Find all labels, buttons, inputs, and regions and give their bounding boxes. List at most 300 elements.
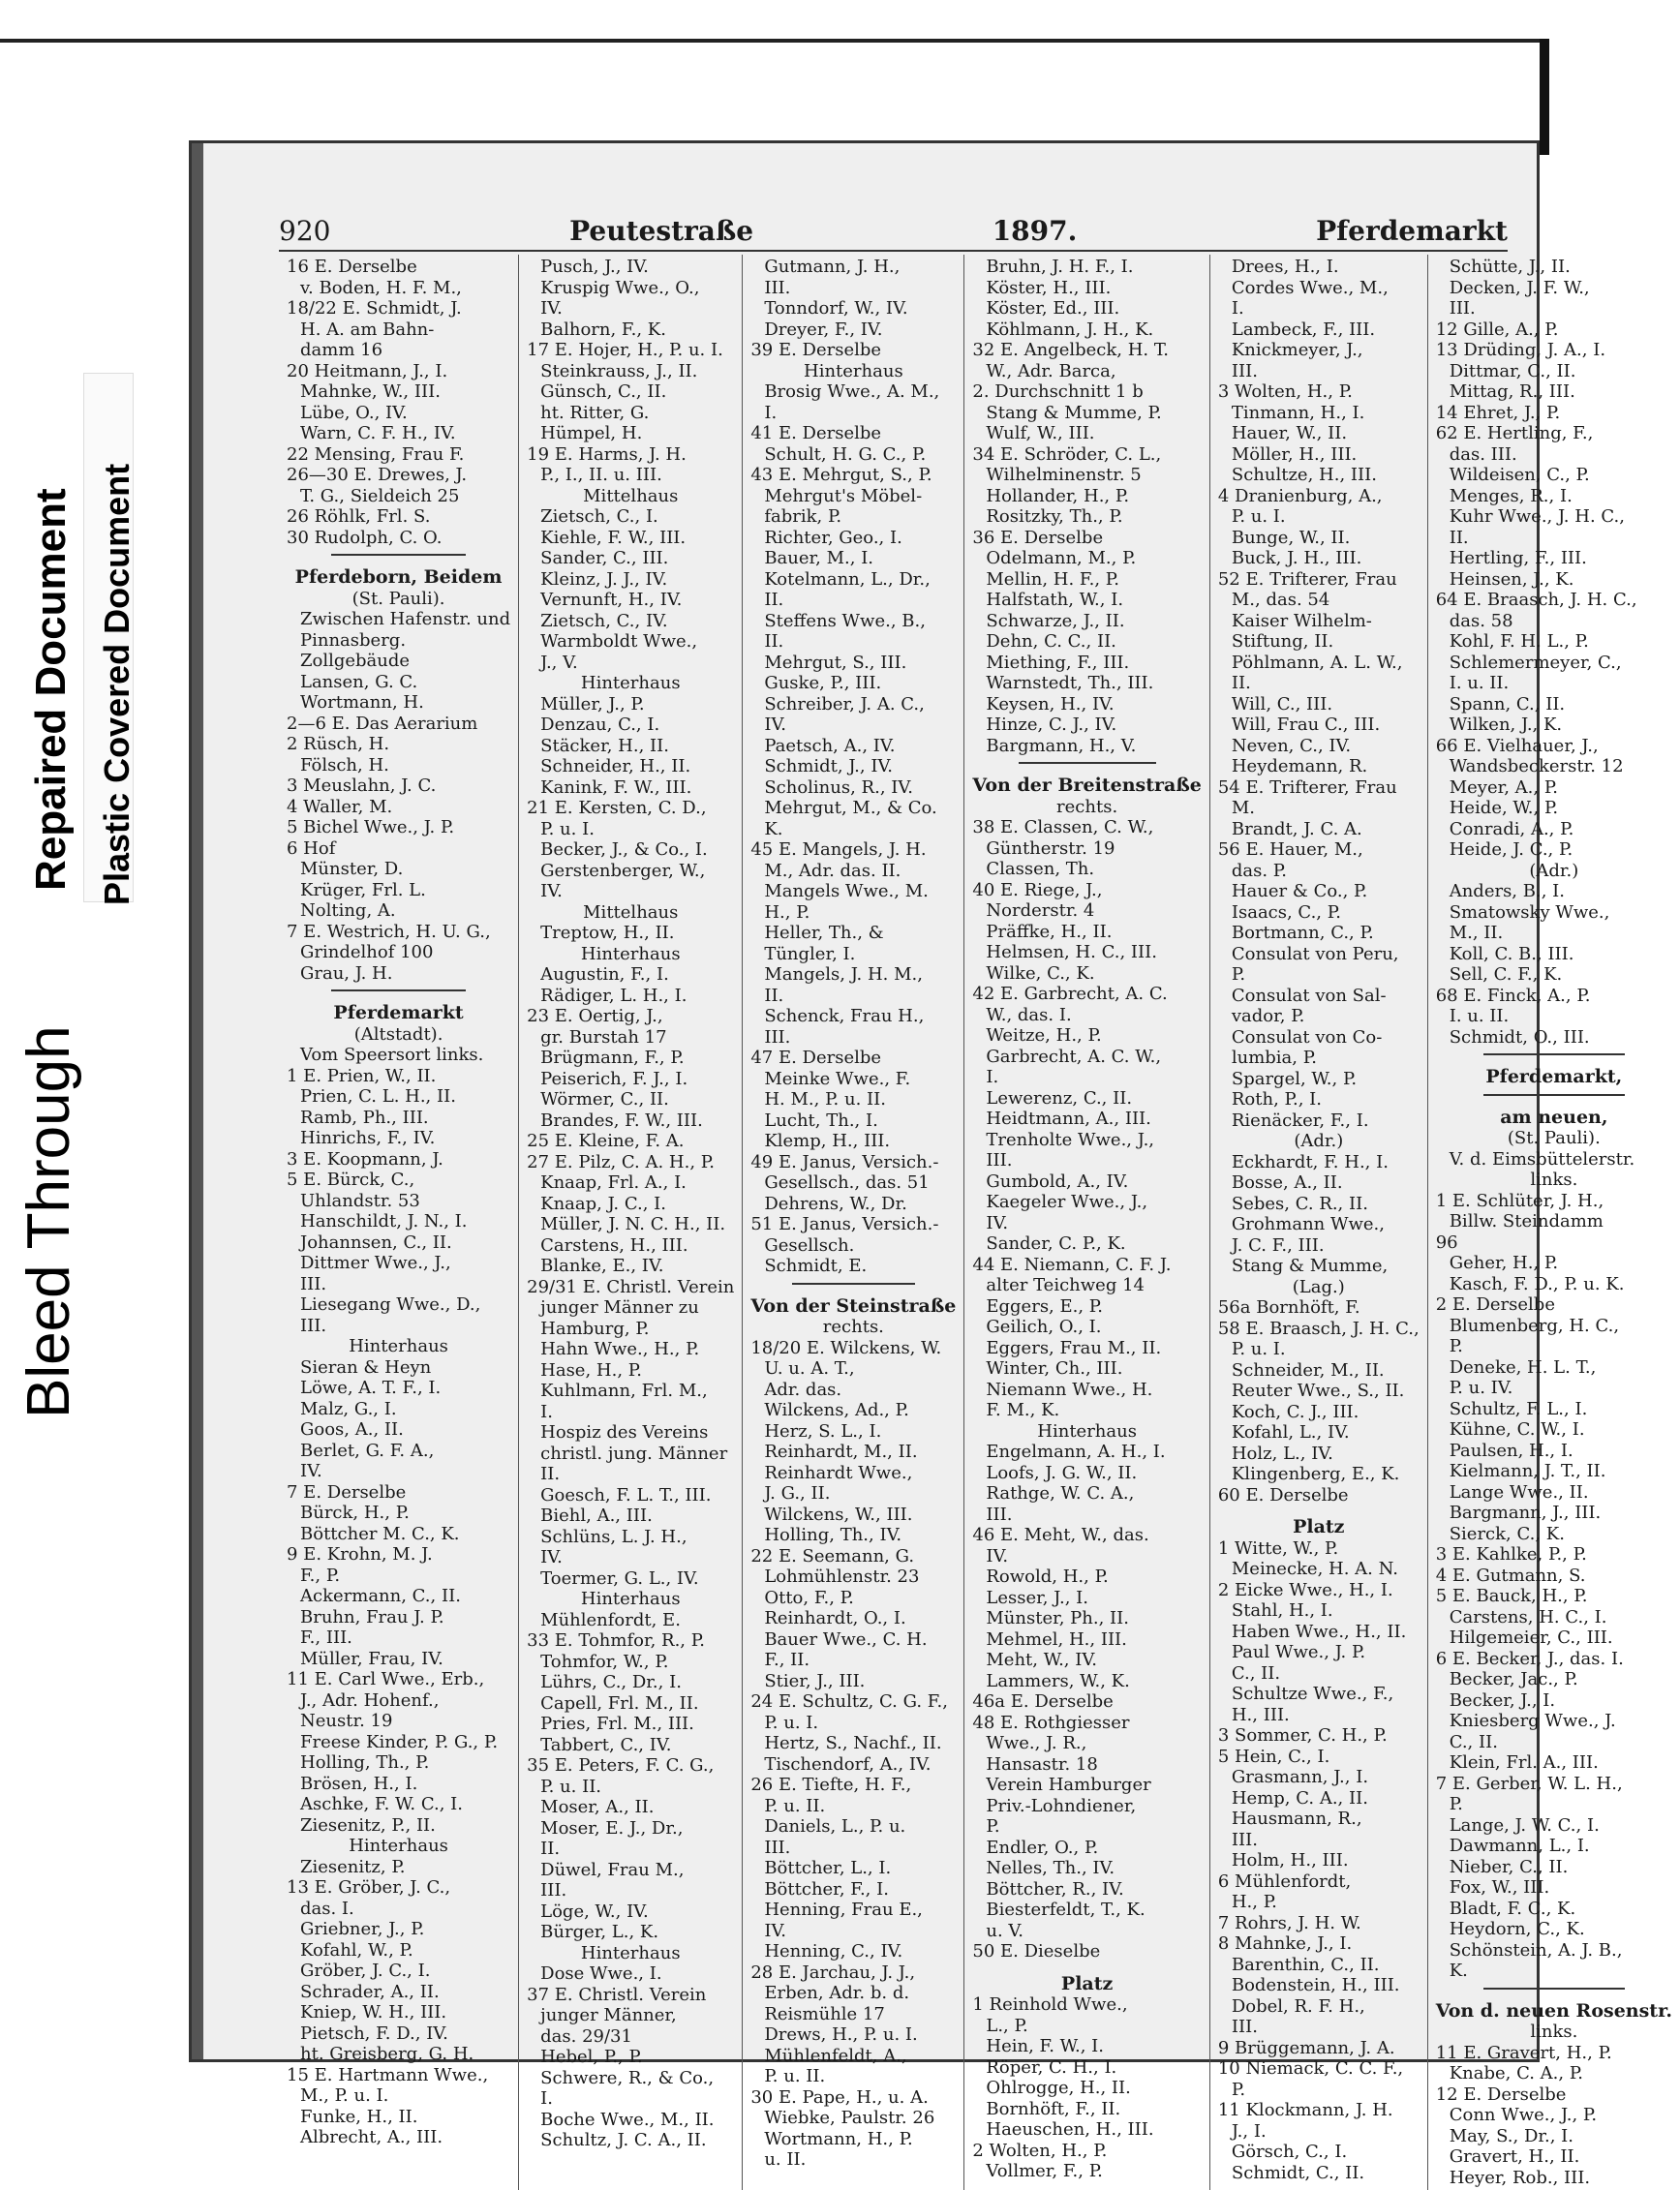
directory-entry: Köster, H., III.	[986, 277, 1112, 298]
directory-entry: Schmidt, J., IV.	[764, 756, 894, 776]
directory-entry: Mehrgut, M., & Co.	[764, 798, 937, 818]
directory-entry: M., II.	[1449, 923, 1504, 943]
directory-entry: Blanke, E., IV.	[540, 1256, 664, 1276]
directory-entry: lumbia, P.	[1231, 1048, 1317, 1068]
directory-entry: 33 E. Tohmfor, R., P.	[527, 1630, 705, 1651]
directory-entry: Bauer Wwe., C. H.	[764, 1628, 928, 1650]
directory-entry: 39 E. Derselbe	[750, 340, 882, 360]
directory-entry: Dobel, R. F. H.,	[1231, 1995, 1365, 2017]
directory-entry: Carstens, H. C., I.	[1449, 1606, 1607, 1627]
directory-entry: Prien, C. L. H., II.	[300, 1086, 456, 1107]
directory-entry: 7 E. Gerber, W. L. H.,	[1435, 1773, 1623, 1794]
directory-entry: Gröber, J. C., I.	[300, 1961, 431, 1981]
directory-entry: F., P.	[300, 1565, 341, 1586]
directory-entry: Malz, G., I.	[300, 1398, 397, 1419]
directory-entry: 25 E. Kleine, F. A.	[527, 1131, 685, 1151]
directory-entry: Lammers, W., K.	[986, 1670, 1130, 1691]
directory-entry: Wilhelminenstr. 5	[986, 465, 1142, 485]
directory-entry: Hinterhaus	[804, 360, 903, 381]
directory-entry: 29/31 E. Christl. Verein	[527, 1276, 735, 1297]
plastic-covered-label: Plastic Covered Document	[97, 463, 137, 905]
directory-entry: 27 E. Pilz, C. A. H., P.	[527, 1151, 715, 1172]
directory-entry: Klingenberg, E., K.	[1231, 1464, 1400, 1484]
directory-entry: Vom Speersort links.	[300, 1045, 484, 1065]
directory-entry: Deneke, H. L. T.,	[1449, 1356, 1597, 1378]
directory-entry: 19 E. Harms, J. H.	[527, 443, 687, 465]
directory-entry: III.	[1231, 2017, 1258, 2037]
directory-entry: Güntherstr. 19	[986, 837, 1115, 859]
directory-entry: 49 E. Janus, Versich.-	[750, 1151, 939, 1172]
directory-entry: Neustr. 19	[300, 1711, 393, 1731]
directory-entry: Berlet, G. F. A.,	[300, 1440, 435, 1461]
directory-entry: Scholinus, R., IV.	[764, 776, 913, 798]
directory-entry: Goos, A., II.	[300, 1419, 404, 1440]
section-rule	[1483, 1094, 1626, 1096]
directory-page	[189, 140, 1672, 2188]
directory-entry: Schwarze, J., II.	[986, 610, 1125, 631]
directory-entry: Kiehle, F. W., III.	[540, 527, 687, 548]
directory-entry: Ziesenitz, P., II.	[300, 1814, 436, 1836]
directory-entry: 22 Mensing, Frau F.	[287, 443, 465, 465]
directory-entry: Von der Steinstraße	[750, 1294, 957, 1317]
directory-entry: (Altstadt).	[353, 1023, 443, 1045]
directory-entry: Barenthin, C., II.	[1231, 1954, 1380, 1975]
directory-entry: Kanink, F. W., III.	[540, 776, 692, 798]
directory-entry: Hemp, C. A., II.	[1231, 1787, 1368, 1809]
directory-entry: F., III.	[300, 1627, 352, 1648]
section-rule	[1483, 1988, 1626, 1990]
directory-entry: das. III.	[1449, 443, 1517, 465]
directory-entry: Zietsch, C., IV.	[540, 610, 668, 631]
directory-entry: 26 E. Tiefte, H. F.,	[750, 1775, 912, 1795]
directory-entry: fabrik, P.	[764, 506, 842, 527]
directory-columns	[279, 255, 1672, 2188]
directory-entry: 38 E. Classen, C. W.,	[972, 817, 1154, 837]
directory-entry: 7 E. Westrich, H. U. G.,	[287, 921, 491, 942]
directory-entry: Köhlmann, J. H., K.	[986, 319, 1154, 340]
directory-entry: Bargmann, J., III.	[1449, 1503, 1602, 1523]
directory-entry: 24 E. Schultz, C. G. F.,	[750, 1691, 948, 1712]
directory-entry: Knaap, Frl. A., I.	[540, 1172, 687, 1193]
directory-entry: 1 E. Schlüter, J. H.,	[1435, 1190, 1604, 1211]
directory-entry: Paulsen, H., I.	[1449, 1440, 1573, 1461]
directory-entry: Pietsch, F. D., IV.	[300, 2023, 448, 2044]
directory-entry: Loofs, J. G. W., II.	[986, 1462, 1138, 1483]
directory-entry: Wandsbeckerstr. 12	[1449, 756, 1624, 776]
directory-entry: 28 E. Jarchau, J. J.,	[750, 1962, 916, 1983]
directory-entry: Norderstr. 4	[986, 900, 1095, 921]
directory-entry: Gutmann, J. H.,	[764, 257, 901, 277]
directory-entry: Heydemann, R.	[1231, 756, 1368, 776]
scan-frame-right	[1540, 39, 1549, 155]
directory-entry: P. u. I.	[1231, 1339, 1286, 1359]
directory-entry: 26—30 E. Drewes, J.	[287, 465, 468, 485]
directory-entry: 1 Witte, W., P.	[1217, 1537, 1339, 1559]
directory-entry: Stang & Mumme, P.	[986, 402, 1162, 423]
directory-entry: Hinterhaus	[1037, 1420, 1137, 1442]
directory-entry: Hinterhaus	[580, 943, 681, 964]
directory-entry: Consulat von Peru,	[1231, 943, 1399, 964]
directory-entry: Mahnke, W., III.	[300, 381, 441, 402]
directory-entry: damm 16	[300, 340, 383, 360]
directory-entry: C., II.	[1231, 1662, 1281, 1684]
directory-entry: M., P. u. I.	[300, 2085, 389, 2106]
directory-entry: Stäcker, H., II.	[540, 735, 669, 756]
directory-entry: 58 E. Braasch, J. H. C.,	[1217, 1318, 1420, 1339]
directory-entry: Kuhr Wwe., J. H. C.,	[1449, 506, 1625, 527]
directory-entry: Holm, H., III.	[1231, 1850, 1349, 1871]
directory-entry: 4 E. Gutmann, S.	[1435, 1565, 1586, 1586]
column-1	[279, 255, 519, 2190]
directory-entry: III.	[300, 1315, 327, 1336]
directory-entry: Grohmann Wwe.,	[1231, 1214, 1385, 1234]
directory-entry: II.	[764, 985, 784, 1006]
directory-entry: Hahn Wwe., H., P.	[540, 1339, 700, 1359]
directory-entry: Consulat von Co-	[1231, 1026, 1383, 1048]
directory-entry: J., I.	[1231, 2120, 1267, 2142]
directory-entry: Endler, O., P.	[986, 1837, 1099, 1858]
directory-entry: Halfstath, W., I.	[986, 590, 1124, 610]
directory-entry: 3 Wolten, H., P.	[1217, 381, 1353, 402]
directory-entry: Hinterhaus	[349, 1836, 448, 1856]
directory-entry: Consulat von Sal-	[1231, 985, 1387, 1006]
directory-entry: Müller, Frau, IV.	[300, 1648, 443, 1669]
directory-entry: das. 29/31	[540, 2025, 632, 2047]
directory-entry: 46 E. Meht, W., das.	[972, 1525, 1149, 1545]
directory-entry: junger Männer zu	[540, 1297, 699, 1318]
directory-entry: P.	[986, 1816, 1000, 1837]
directory-entry: Mehrgut, S., III.	[764, 652, 907, 673]
directory-entry: Heide, J. C., P.	[1449, 839, 1573, 860]
directory-entry: Erben, Adr. b. d.	[764, 1983, 910, 2003]
directory-entry: Adr. das.	[764, 1379, 842, 1400]
column-6	[1428, 255, 1680, 2190]
directory-entry: Paul Wwe., J. P.	[1231, 1642, 1366, 1662]
directory-entry: 16 E. Derselbe	[287, 257, 417, 277]
directory-entry: Carstens, H., III.	[540, 1234, 688, 1256]
directory-entry: Brandt, J. C. A.	[1231, 818, 1362, 839]
directory-entry: Stier, J., III.	[764, 1670, 866, 1691]
directory-entry: Wilke, C., K.	[986, 962, 1095, 984]
directory-entry: Steinkrauss, J., II.	[540, 360, 698, 381]
directory-entry: Wortmann, H., P.	[764, 2128, 913, 2149]
directory-entry: H., III.	[1231, 1704, 1290, 1725]
directory-entry: ht. Ritter, G.	[540, 402, 650, 423]
directory-entry: 68 E. Finck, A., P.	[1435, 985, 1591, 1006]
directory-entry: 35 E. Peters, F. C. G.,	[527, 1755, 715, 1776]
directory-entry: P. u. IV.	[1449, 1378, 1513, 1398]
directory-entry: Pferdemarkt	[333, 1002, 464, 1023]
directory-entry: 20 Heitmann, J., I.	[287, 360, 448, 381]
directory-entry: Classen, Th.	[986, 859, 1095, 879]
directory-entry: 26 Röhlk, Frl. S.	[287, 506, 431, 527]
directory-entry: Präffke, H., II.	[986, 921, 1113, 942]
directory-entry: Augustin, F., I.	[540, 964, 669, 985]
directory-entry: Schrader, A., II.	[300, 1981, 440, 2002]
directory-entry: IV.	[540, 1547, 563, 1567]
directory-entry: 12 Gille, A., P.	[1435, 319, 1559, 340]
directory-entry: Kielmann, J. T., II.	[1449, 1461, 1606, 1481]
directory-entry: Zietsch, C., I.	[540, 506, 658, 527]
directory-entry: Grau, J. H.	[300, 962, 393, 984]
directory-entry: Albrecht, A., III.	[300, 2127, 443, 2147]
directory-entry: Schenck, Frau H.,	[764, 1006, 925, 1026]
directory-entry: Toermer, G. L., IV.	[540, 1567, 699, 1589]
directory-entry: alter Teichweg 14	[986, 1275, 1145, 1295]
directory-entry: das. 58	[1449, 610, 1513, 631]
directory-entry: Rathge, W. C. A.,	[986, 1483, 1135, 1504]
directory-entry: 43 E. Mehrgut, S., P.	[750, 465, 932, 485]
directory-entry: Sander, C., III.	[540, 548, 669, 568]
directory-entry: Holling, Th., P.	[300, 1752, 430, 1773]
directory-entry: Aschke, F. W. C., I.	[300, 1794, 463, 1814]
directory-entry: 7 Rohrs, J. H. W.	[1217, 1912, 1361, 1933]
directory-entry: Hinterhaus	[580, 1589, 681, 1609]
directory-entry: 11 E. Carl Wwe., Erb.,	[287, 1669, 485, 1689]
directory-entry: Dawmann, L., I.	[1449, 1836, 1590, 1856]
directory-entry: Bladt, F. C., K.	[1449, 1898, 1576, 1919]
directory-entry: M., Adr. das. II.	[764, 860, 901, 881]
directory-entry: Schönstein, A. J. B.,	[1449, 1939, 1623, 1961]
directory-entry: Bargmann, H., V.	[986, 735, 1137, 756]
directory-entry: Cordes Wwe., M.,	[1231, 277, 1389, 298]
directory-entry: Meinke Wwe., F.	[764, 1068, 911, 1089]
directory-entry: Bornhöft, F., II.	[986, 2098, 1121, 2119]
directory-entry: Schütte, J., II.	[1449, 257, 1571, 277]
directory-entry: Günsch, C., II.	[540, 381, 667, 402]
directory-entry: Knabe, C. A., P.	[1449, 2063, 1584, 2084]
directory-entry: 1 E. Prien, W., II.	[287, 1065, 437, 1086]
directory-entry: Von der Breitenstraße	[972, 775, 1202, 796]
directory-entry: Buck, J. H., III.	[1231, 548, 1362, 568]
directory-entry: Kaiser Wilhelm-	[1231, 610, 1372, 631]
directory-entry: V. d. Eimsbüttelerstr.	[1449, 1148, 1635, 1170]
directory-entry: Stang & Mumme,	[1231, 1256, 1389, 1276]
column-5	[1210, 255, 1428, 2190]
directory-entry: Warnstedt, Th., III.	[986, 673, 1154, 693]
directory-entry: Tüngler, I.	[764, 943, 856, 964]
directory-entry: II.	[1449, 527, 1469, 548]
directory-entry: links.	[1530, 1170, 1578, 1190]
directory-entry: Boche Wwe., M., II.	[540, 2109, 715, 2130]
directory-entry: II.	[1231, 673, 1251, 693]
directory-entry: Brügmann, F., P.	[540, 1048, 685, 1068]
scan-frame-top	[0, 39, 1549, 43]
directory-entry: Hausmann, R.,	[1231, 1809, 1362, 1829]
directory-entry: 1 Reinhold Wwe.,	[972, 1994, 1128, 2015]
directory-entry: Lucht, Th., I.	[764, 1110, 878, 1131]
directory-entry: Wulf, W., III.	[986, 423, 1095, 443]
directory-entry: Platz	[1060, 1972, 1114, 1994]
bleed-through-label: Bleed Through	[15, 1025, 82, 1418]
directory-entry: Böttcher M. C., K.	[300, 1523, 460, 1544]
directory-entry: Heydorn, C., K.	[1449, 1919, 1585, 1939]
directory-entry: 6 Mühlenfordt,	[1217, 1871, 1352, 1892]
page-number: 920	[279, 214, 331, 247]
directory-entry: Miething, F., III.	[986, 652, 1130, 673]
directory-entry: III.	[1231, 1829, 1258, 1850]
directory-entry: Heide, W., P.	[1449, 798, 1559, 818]
directory-entry: Hinterhaus	[349, 1336, 448, 1356]
directory-entry: I.	[986, 1067, 999, 1087]
directory-entry: Neven, C., IV.	[1231, 735, 1352, 756]
directory-entry: Otto, F., P.	[764, 1587, 854, 1608]
directory-entry: 14 Ehret, J., P.	[1435, 402, 1561, 423]
directory-entry: 11 E. Gravert, H., P.	[1435, 2042, 1612, 2063]
directory-entry: Treptow, H., II.	[540, 923, 675, 943]
directory-entry: 56 E. Hauer, M.,	[1217, 839, 1363, 860]
directory-entry: I.	[540, 1401, 553, 1422]
directory-entry: III.	[1231, 360, 1258, 381]
directory-entry: Will, C., III.	[1231, 693, 1333, 715]
directory-entry: Schultz, J. C. A., II.	[540, 2130, 707, 2150]
directory-entry: IV.	[300, 1461, 322, 1481]
directory-entry: Griebner, J., P.	[300, 1919, 425, 1939]
directory-entry: Priv.-Lohndiener,	[986, 1795, 1137, 1816]
directory-entry: Hansastr. 18	[986, 1753, 1098, 1775]
directory-entry: P. u. I.	[1231, 506, 1286, 527]
directory-entry: Richter, Geo., I.	[764, 527, 902, 548]
section-rule	[1019, 762, 1156, 764]
directory-entry: Hinterhaus	[580, 673, 681, 693]
directory-entry: Hauer & Co., P.	[1231, 881, 1368, 901]
directory-entry: (St. Pauli).	[1507, 1128, 1601, 1148]
directory-entry: Heinsen, J., K.	[1449, 568, 1574, 590]
directory-entry: (Adr.)	[1529, 860, 1579, 881]
directory-entry: Lesser, J., I.	[986, 1587, 1088, 1608]
directory-entry: Ackermann, C., II.	[300, 1586, 461, 1606]
directory-entry: J., V.	[540, 652, 578, 673]
directory-entry: Denzau, C., I.	[540, 715, 660, 735]
directory-entry: 7 E. Derselbe	[287, 1481, 407, 1503]
directory-entry: Lange, J. W. C., I.	[1449, 1814, 1600, 1836]
column-3	[743, 255, 964, 2190]
directory-entry: 12 E. Derselbe	[1435, 2084, 1567, 2105]
directory-entry: H., P.	[1231, 1892, 1277, 1912]
directory-entry: am neuen,	[1500, 1106, 1608, 1128]
directory-entry: 18/22 E. Schmidt, J.	[287, 298, 462, 319]
directory-entry: Röper, C. H., I.	[986, 2056, 1117, 2078]
directory-entry: P.	[1449, 1794, 1463, 1814]
directory-entry: 60 E. Derselbe	[1217, 1484, 1349, 1506]
directory-entry: Kofahl, W., P.	[300, 1939, 413, 1961]
directory-entry: Spann, C., II.	[1449, 693, 1566, 715]
directory-entry: Niemann Wwe., H.	[986, 1379, 1153, 1400]
directory-entry: II.	[764, 631, 784, 652]
directory-entry: Ohlrogge, H., II.	[986, 2078, 1131, 2098]
directory-entry: Garbrecht, A. C. W.,	[986, 1046, 1162, 1067]
directory-entry: Gesellsch.	[764, 1234, 855, 1256]
directory-entry: Reinhardt, O., I.	[764, 1608, 906, 1628]
directory-entry: Pferdemarkt,	[1485, 1066, 1623, 1087]
directory-entry: 44 E. Niemann, C. F. J.	[972, 1254, 1172, 1275]
directory-entry: 2. Durchschnitt 1 b	[972, 381, 1144, 402]
directory-entry: M., das. 54	[1231, 590, 1330, 610]
directory-entry: Henning, C., IV.	[764, 1941, 903, 1962]
directory-entry: Bunge, W., II.	[1231, 527, 1351, 548]
directory-entry: Klemp, H., III.	[764, 1131, 891, 1151]
directory-entry: Münster, Ph., II.	[986, 1608, 1129, 1628]
directory-entry: junger Männer,	[540, 2005, 677, 2025]
directory-entry: Meyer, A., P.	[1449, 776, 1559, 798]
directory-entry: 34 E. Schröder, C. L.,	[972, 443, 1162, 465]
directory-entry: III.	[300, 1273, 327, 1294]
directory-entry: Warn, C. F. H., IV.	[300, 423, 456, 443]
directory-entry: gr. Burstah 17	[540, 1026, 667, 1048]
directory-entry: Hauer, W., II.	[1231, 423, 1348, 443]
directory-entry: Dittmar, C., II.	[1449, 360, 1576, 381]
directory-entry: Mittelhaus	[583, 901, 679, 923]
directory-entry: Brosig Wwe., A. M.,	[764, 381, 940, 402]
directory-entry: 9 Brüggemann, J. A.	[1217, 2037, 1395, 2058]
directory-entry: Wilken, J., K.	[1449, 715, 1563, 735]
directory-entry: May, S., Dr., I.	[1449, 2125, 1573, 2146]
directory-entry: Bürck, H., P.	[300, 1503, 410, 1523]
directory-entry: Haben Wwe., H., II.	[1231, 1621, 1407, 1642]
directory-entry: Weitze, H., P.	[986, 1025, 1102, 1046]
directory-entry: III.	[764, 277, 791, 298]
directory-entry: Ramb, Ph., III.	[300, 1107, 429, 1128]
directory-entry: Platz	[1293, 1516, 1345, 1537]
directory-entry: Isaacs, C., P.	[1231, 901, 1341, 923]
directory-entry: Dehn, C. C., II.	[986, 631, 1116, 652]
directory-entry: Paetsch, A., IV.	[764, 735, 896, 756]
directory-entry: Lührs, C., Dr., I.	[540, 1672, 682, 1692]
directory-entry: Nolting, A.	[300, 900, 396, 921]
directory-entry: 23 E. Oertig, J.,	[527, 1006, 663, 1026]
directory-entry: Liesegang Wwe., D.,	[300, 1294, 481, 1315]
directory-entry: Peiserich, F. J., I.	[540, 1068, 688, 1089]
directory-entry: 40 E. Riege, J.,	[972, 879, 1103, 900]
directory-entry: Kühne, C. W., I.	[1449, 1419, 1585, 1440]
directory-entry: 64 E. Braasch, J. H. C.,	[1435, 590, 1637, 610]
column-4	[964, 255, 1209, 2190]
directory-entry: Hinze, C. J., IV.	[986, 715, 1117, 735]
directory-entry: 15 E. Hartmann Wwe.,	[287, 2064, 489, 2085]
directory-entry: Schneider, H., II.	[540, 756, 691, 776]
directory-entry: III.	[764, 1026, 791, 1048]
directory-entry: Lohmühlenstr. 23	[764, 1566, 920, 1587]
directory-entry: II.	[540, 1464, 561, 1484]
directory-entry: C., II.	[1449, 1731, 1498, 1752]
directory-entry: Tonndorf, W., IV.	[764, 298, 908, 319]
directory-entry: 18/20 E. Wilckens, W.	[750, 1337, 942, 1358]
directory-entry: 6 Hof	[287, 837, 336, 859]
directory-entry: Ziesenitz, P.	[300, 1856, 406, 1877]
directory-entry: Hebel, P., P.	[540, 2047, 643, 2067]
section-rule	[792, 1283, 915, 1285]
directory-entry: Schmidt, E.	[764, 1256, 868, 1276]
directory-entry: Becker, J., I.	[1449, 1689, 1556, 1711]
section-rule	[331, 554, 466, 556]
directory-entry: Schult, H. G. C., P.	[764, 443, 927, 465]
directory-entry: Johannsen, C., II.	[300, 1232, 452, 1253]
directory-entry: T. G., Sieldeich 25	[300, 485, 460, 506]
directory-entry: I.	[1231, 298, 1244, 319]
directory-entry: Schmidt, O., III.	[1449, 1026, 1590, 1048]
directory-entry: Koch, C. J., III.	[1231, 1401, 1359, 1422]
directory-entry: Goesch, F. L. T., III.	[540, 1484, 712, 1506]
directory-entry: Schultz, F. L., I.	[1449, 1398, 1588, 1419]
directory-entry: W., Adr. Barca,	[986, 360, 1116, 381]
directory-entry: IV.	[986, 1212, 1009, 1233]
directory-entry: Sieran & Heyn	[300, 1356, 432, 1378]
directory-entry: Trenholte Wwe., J.,	[986, 1129, 1155, 1150]
directory-entry: Böttcher, F., I.	[764, 1878, 889, 1900]
directory-entry: Moser, A., II.	[540, 1797, 655, 1817]
directory-entry: Dehrens, W., Dr.	[764, 1193, 907, 1214]
directory-entry: I. u. II.	[1449, 673, 1510, 693]
